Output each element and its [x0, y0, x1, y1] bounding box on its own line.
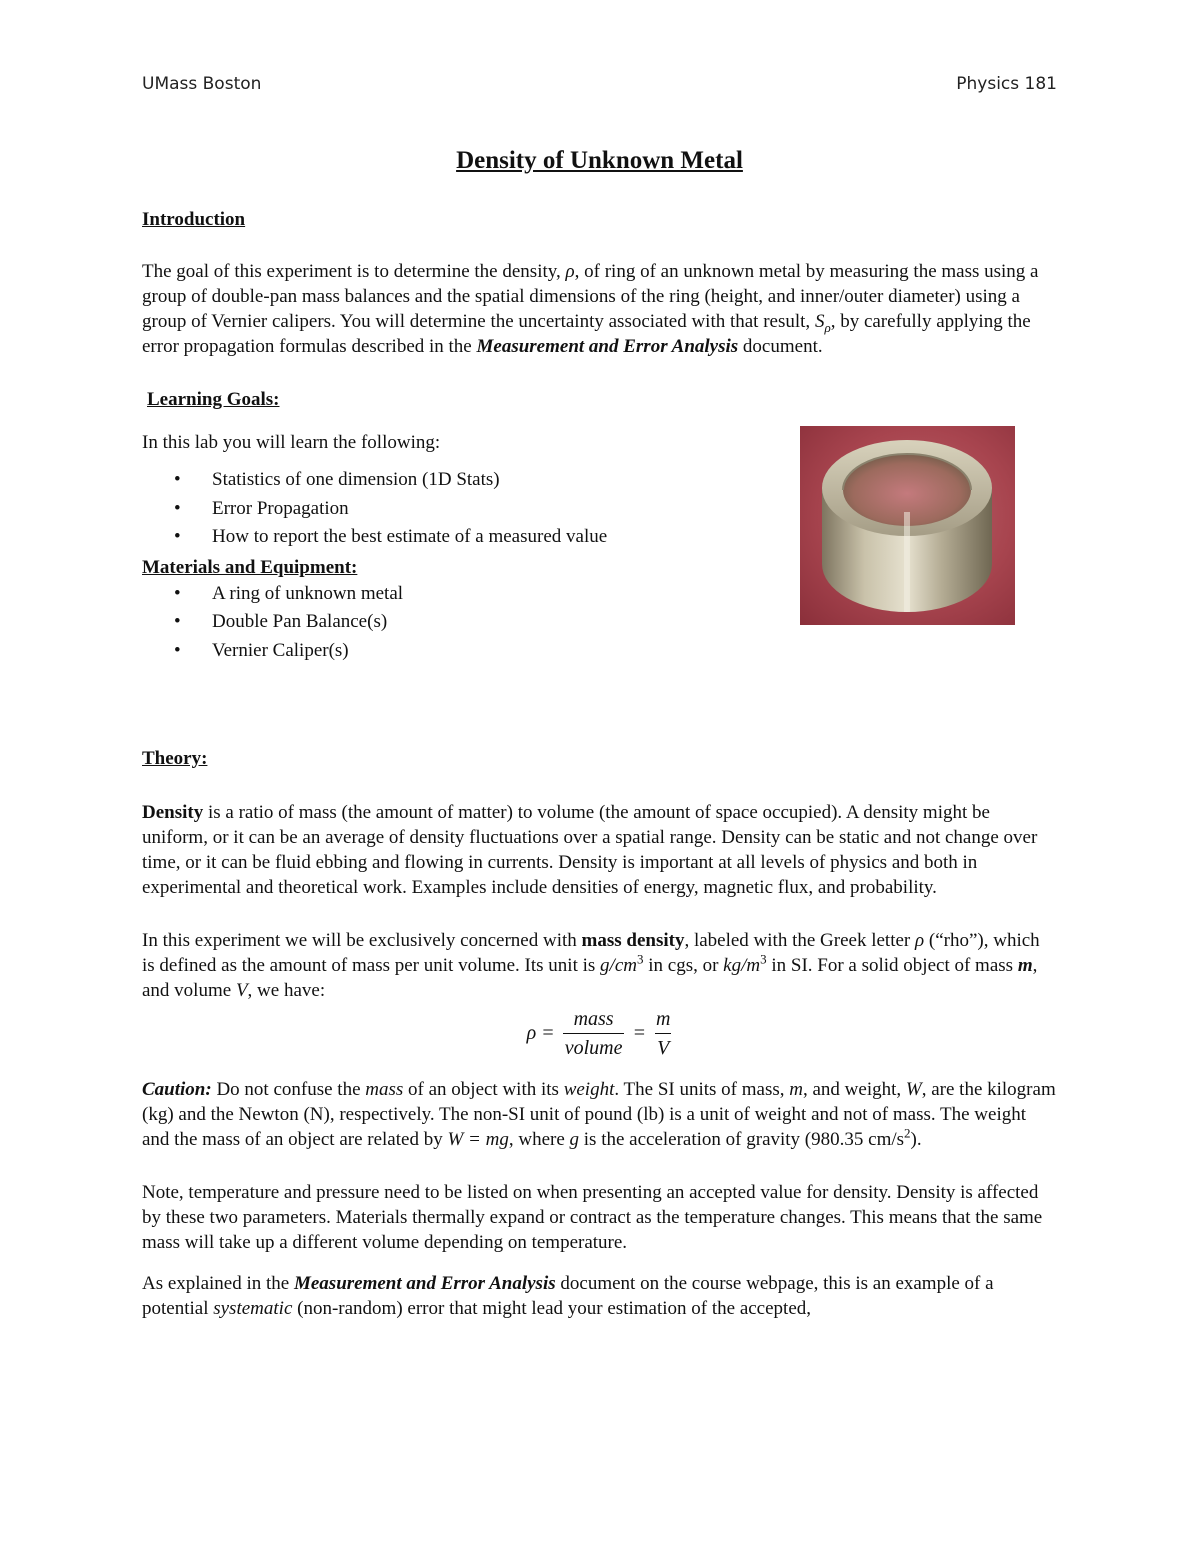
intro-text-3: , by carefully applying the error propagation formulas described in the — [142, 311, 1031, 357]
theory-paragraph-mass-density — [142, 928, 1057, 1003]
formula-denominator: volume — [563, 1033, 625, 1060]
density-formula — [142, 1007, 1057, 1063]
materials-heading: Materials and Equipment: — [142, 556, 358, 578]
caution-m-symbol: m — [789, 1079, 803, 1100]
rho-symbol: ρ — [915, 930, 925, 951]
mass-density-text-b: , labeled with the Greek letter — [684, 930, 915, 951]
introduction-heading: Introduction — [142, 209, 246, 230]
caution-text-b: of an object with its — [403, 1079, 564, 1100]
cgs-unit-exponent: 3 — [636, 951, 644, 967]
list-item: • Vernier Caliper(s) — [212, 637, 1057, 666]
caution-equation: W = mg — [447, 1129, 509, 1150]
density-term: Density — [142, 802, 204, 823]
caution-weight-word: weight — [563, 1079, 615, 1100]
caution-text-c: . The SI units of mass, — [614, 1079, 790, 1100]
formula-equals: = — [632, 1022, 646, 1044]
list-item: • Error Propagation — [212, 495, 1057, 524]
mass-density-text-g: , we have: — [247, 980, 326, 1001]
mass-density-text-e: in SI. For a solid object of mass — [766, 955, 1018, 976]
doc-reference: Measurement and Error Analysis — [293, 1273, 556, 1294]
doc-reference: Measurement and Error Analysis — [476, 336, 739, 357]
learning-goals-list — [142, 466, 1057, 552]
fraction-m-v — [654, 1007, 672, 1060]
formula-denominator: V — [655, 1033, 671, 1060]
list-item: • How to report the best estimate of a measured value — [212, 523, 1057, 552]
explanation-paragraph — [142, 1271, 1057, 1321]
mass-density-text-a: In this experiment we will be exclusively concerned with — [142, 930, 582, 951]
introduction-paragraph — [142, 259, 1057, 359]
mass-density-text-f: , and volume — [142, 955, 1038, 1001]
caution-g-symbol: g — [569, 1129, 580, 1150]
mass-density-text-d: in cgs, or — [643, 955, 724, 976]
formula-lhs: ρ = — [526, 1022, 555, 1044]
list-item: • Double Pan Balance(s) — [212, 608, 1057, 637]
si-unit-exponent: 3 — [760, 951, 767, 967]
learning-goals-heading: Learning Goals: — [147, 389, 280, 410]
document-body — [142, 140, 1057, 1321]
caution-mass-word: mass — [365, 1079, 404, 1100]
caution-text-h: is the acceleration of gravity (980.35 cm/s — [579, 1129, 905, 1150]
mass-symbol: m — [1017, 955, 1033, 976]
caution-text-a: Do not confuse the — [211, 1079, 366, 1100]
list-item: • Statistics of one dimension (1D Stats) — [212, 466, 1057, 495]
caution-paragraph — [142, 1077, 1057, 1152]
explain-text-b: document on the course webpage, this is an example of a potential — [142, 1273, 994, 1319]
rho-symbol: ρ — [565, 261, 575, 282]
explain-text-c: (non-random) error that might lead your estimation of the accepted, — [292, 1298, 812, 1319]
theory-heading: Theory: — [142, 748, 208, 769]
mass-density-text-c: (“rho”), which is defined as the amount of mass per unit volume. Its unit is — [142, 930, 1040, 976]
si-unit: kg/m — [723, 955, 761, 976]
note-paragraph: Note, temperature and pressure need to be listed on when presenting an accepted value for density. Density is affected by these two parameters. Materials thermally expand or contract as the temperature changes. This means that the same mass will take up a different volume depending on temperature. — [142, 1182, 1043, 1253]
caution-w-symbol: W — [905, 1079, 922, 1100]
caution-exponent: 2 — [904, 1125, 911, 1141]
systematic-term: systematic — [213, 1298, 293, 1319]
list-item: • A ring of unknown metal — [212, 580, 1057, 609]
caution-text-d: , and weight, — [802, 1079, 906, 1100]
caution-label: Caution: — [142, 1079, 212, 1100]
s-rho-subscript: ρ — [824, 319, 831, 335]
volume-symbol: V — [235, 980, 248, 1001]
intro-text-1: The goal of this experiment is to determine the density, — [142, 261, 566, 282]
density-text: is a ratio of mass (the amount of matter) to volume (the amount of space occupied). A density might be uniform, or it can be an average of density fluctuations over a spatial range. Density can be static and not change over time, or it can be fluid ebbing and flowing in currents. Density is important at all levels of physics and both in experimental and theoretical work. Examples include densities of energy, magnetic flux, and probability. — [142, 802, 1038, 898]
header-institution: UMass Boston — [142, 74, 262, 94]
caution-text-i: ). — [910, 1129, 922, 1150]
theory-paragraph-density — [142, 800, 1057, 900]
s-rho-symbol: S — [814, 311, 825, 332]
mass-density-term: mass density — [581, 930, 685, 951]
learning-goals-lead: In this lab you will learn the following: — [142, 432, 441, 453]
document-title: Density of Unknown Metal — [456, 147, 743, 174]
fraction-mass-volume — [563, 1007, 625, 1060]
intro-text-2: , of ring of an unknown metal by measuring the mass using a group of double-pan mass balances and the spatial dimensions of the ring (height, and inner/outer diameter) using a group of Vernier calipers. You will determine the uncertainty associated with that result, — [142, 261, 1039, 332]
explain-text-a: As explained in the — [142, 1273, 294, 1294]
intro-text-4: document. — [738, 336, 823, 357]
caution-text-f: , where — [508, 1129, 570, 1150]
formula-numerator: mass — [573, 1008, 614, 1030]
cgs-unit: g/cm — [600, 955, 637, 976]
materials-list — [142, 580, 1057, 666]
caution-text-e: , are the kilogram (kg) and the Newton (N), respectively. The non-SI unit of pound (lb) is a unit of weight and not of mass. The weight and the mass of an object are related by — [142, 1079, 1056, 1150]
formula-numerator: m — [655, 1008, 671, 1030]
header-course: Physics 181 — [956, 74, 1057, 94]
